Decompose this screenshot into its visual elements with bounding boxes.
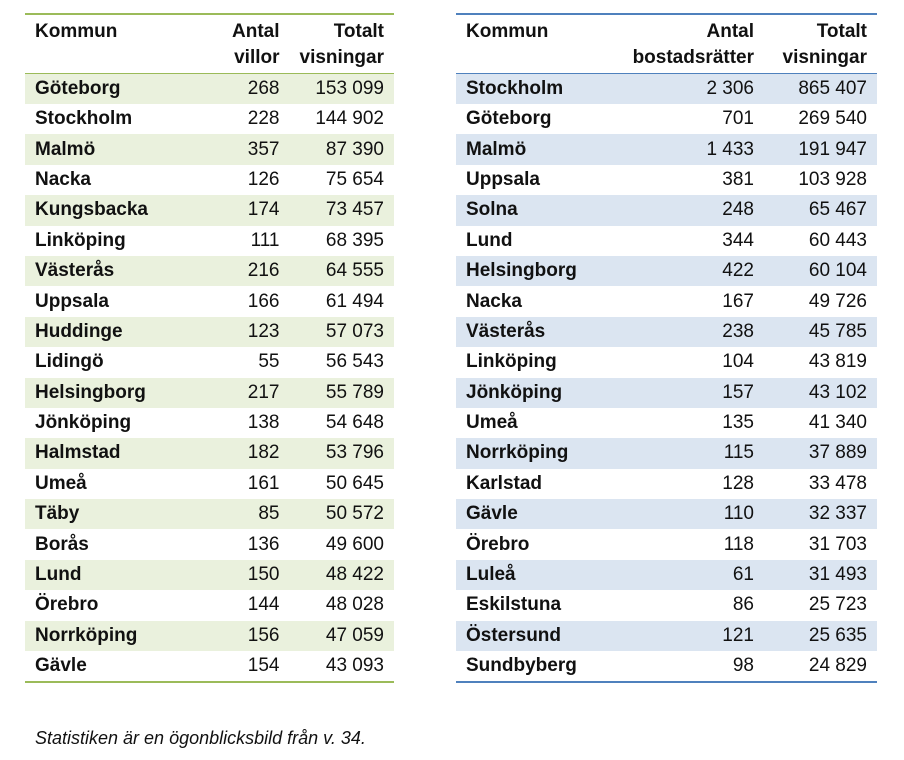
antal-cell: 217 [200, 378, 289, 408]
header-antal-bostadsratter [616, 14, 764, 74]
antal-cell: 123 [200, 317, 289, 347]
table-row [25, 74, 394, 105]
table-row [25, 469, 394, 499]
antal-cell: 357 [200, 134, 289, 164]
table-row [456, 286, 877, 316]
header-antal-line2: villor [234, 47, 280, 68]
table-row [456, 74, 877, 105]
totalt-cell: 43 102 [764, 378, 877, 408]
header-antal-line2: bostadsrätter [632, 47, 754, 68]
antal-cell: 110 [616, 499, 764, 529]
table-row [456, 621, 877, 651]
totalt-cell: 41 340 [808, 412, 867, 434]
totalt-cell: 32 337 [764, 499, 877, 529]
kommun-cell: Halmstad [25, 438, 200, 468]
table-row [456, 195, 877, 225]
totalt-cell: 31 493 [764, 560, 877, 590]
totalt-cell: 43 819 [808, 351, 867, 373]
kommun-cell: Solna [456, 195, 616, 225]
kommun-cell: Huddinge [25, 317, 200, 347]
kommun-cell: Gävle [456, 499, 616, 529]
antal-cell: 228 [247, 108, 280, 130]
totalt-cell: 45 785 [764, 317, 877, 347]
antal-cell: 150 [200, 560, 289, 590]
table-row [25, 499, 394, 529]
table-row [456, 408, 877, 438]
totalt-cell: 73 457 [290, 195, 395, 225]
kommun-cell: Jönköping [35, 412, 132, 434]
table-row [25, 408, 394, 438]
kommun-cell: Helsingborg [456, 256, 616, 286]
totalt-cell: 60 104 [764, 256, 877, 286]
totalt-cell: 25 723 [808, 594, 867, 616]
antal-cell: 128 [722, 472, 754, 494]
table-row [456, 347, 877, 377]
table-row [25, 256, 394, 286]
kommun-cell: Malmö [25, 134, 200, 164]
totalt-cell: 31 703 [808, 533, 867, 555]
antal-cell: 121 [616, 621, 764, 651]
table-row [456, 256, 877, 286]
kommun-cell: Västerås [25, 256, 200, 286]
antal-cell: 154 [247, 655, 280, 677]
kommun-cell: Lund [466, 229, 513, 251]
antal-cell: 381 [722, 168, 754, 190]
totalt-cell: 48 422 [290, 560, 395, 590]
table-row [25, 529, 394, 559]
villor-header-row [25, 14, 394, 74]
kommun-cell: Täby [25, 499, 200, 529]
antal-cell: 248 [616, 195, 764, 225]
header-antal-villor [200, 14, 289, 74]
antal-cell: 104 [722, 351, 754, 373]
totalt-cell: 75 654 [325, 168, 384, 190]
villor-table [25, 13, 394, 683]
antal-cell: 156 [200, 621, 289, 651]
bostadsratter-header-row [456, 14, 877, 74]
table-row [25, 438, 394, 468]
bostadsratter-table-body [456, 74, 877, 683]
table-row [456, 226, 877, 256]
kommun-cell: Linköping [35, 229, 126, 251]
kommun-cell: Umeå [35, 472, 87, 494]
totalt-cell: 47 059 [290, 621, 395, 651]
kommun-cell: Malmö [456, 134, 616, 164]
kommun-cell: Nacka [35, 168, 91, 190]
bostadsratter-table [456, 13, 877, 683]
kommun-cell: Göteborg [25, 74, 200, 105]
table-row [25, 165, 394, 195]
antal-cell: 55 [258, 351, 280, 373]
antal-cell: 157 [616, 378, 764, 408]
kommun-cell: Uppsala [466, 168, 540, 190]
kommun-cell: Uppsala [35, 290, 109, 312]
table-row [456, 378, 877, 408]
kommun-cell: Helsingborg [25, 378, 200, 408]
header-totalt-line2: visningar [299, 47, 384, 68]
totalt-cell: 56 543 [325, 351, 384, 373]
antal-cell: 115 [616, 438, 764, 468]
kommun-cell: Linköping [466, 351, 557, 373]
antal-cell: 98 [732, 655, 754, 677]
villor-table-body [25, 74, 394, 683]
kommun-cell: Stockholm [35, 108, 133, 130]
antal-cell: 216 [200, 256, 289, 286]
kommun-cell: Norrköping [25, 621, 200, 651]
antal-cell: 2 306 [616, 74, 764, 105]
totalt-cell: 191 947 [764, 134, 877, 164]
totalt-cell: 24 829 [808, 655, 867, 677]
table-row [25, 621, 394, 651]
table-row [456, 165, 877, 195]
table-row [456, 560, 877, 590]
totalt-cell: 61 494 [325, 290, 384, 312]
table-row [25, 378, 394, 408]
antal-cell: 136 [247, 533, 280, 555]
antal-cell: 111 [250, 229, 280, 251]
antal-cell: 85 [200, 499, 289, 529]
totalt-cell: 49 726 [808, 290, 867, 312]
totalt-cell: 54 648 [325, 412, 384, 434]
kommun-cell: Lund [25, 560, 200, 590]
totalt-cell: 55 789 [290, 378, 395, 408]
kommun-cell: Kungsbacka [25, 195, 200, 225]
table-row [25, 104, 394, 134]
kommun-cell: Göteborg [466, 108, 552, 130]
table-row [25, 651, 394, 682]
kommun-cell: Karlstad [466, 472, 543, 494]
table-row [456, 134, 877, 164]
kommun-cell: Borås [35, 533, 89, 555]
totalt-cell: 33 478 [808, 472, 867, 494]
kommun-cell: Västerås [456, 317, 616, 347]
header-kommun [25, 14, 200, 74]
antal-cell: 167 [722, 290, 754, 312]
table-row [456, 469, 877, 499]
kommun-cell: Östersund [456, 621, 616, 651]
table-row [456, 529, 877, 559]
table-row [25, 134, 394, 164]
table-row [456, 438, 877, 468]
antal-cell: 422 [616, 256, 764, 286]
totalt-cell: 48 028 [325, 594, 384, 616]
table-row [25, 226, 394, 256]
totalt-cell: 50 645 [325, 472, 384, 494]
table-row [456, 317, 877, 347]
antal-cell: 174 [200, 195, 289, 225]
totalt-cell: 43 093 [325, 655, 384, 677]
antal-cell: 86 [732, 594, 754, 616]
kommun-cell: Norrköping [456, 438, 616, 468]
antal-cell: 138 [247, 412, 280, 434]
antal-cell: 182 [200, 438, 289, 468]
header-totalt-line1: Totalt [816, 21, 867, 42]
footnote: Statistiken är en ögonblicksbild från v. 34. [35, 728, 366, 748]
table-row [456, 104, 877, 134]
totalt-cell: 865 407 [764, 74, 877, 105]
header-antal-line1: Antal [232, 21, 280, 42]
kommun-cell: Lidingö [35, 351, 104, 373]
table-row [456, 499, 877, 529]
totalt-cell: 144 902 [315, 108, 384, 130]
antal-cell: 701 [722, 108, 754, 130]
totalt-cell: 87 390 [290, 134, 395, 164]
table-row [25, 195, 394, 225]
header-antal-line1: Antal [706, 21, 754, 42]
totalt-cell: 65 467 [764, 195, 877, 225]
kommun-cell: Örebro [466, 533, 530, 555]
header-totalt-line2: visningar [782, 47, 867, 68]
table-row [25, 560, 394, 590]
totalt-cell: 64 555 [290, 256, 395, 286]
header-totalt-line1: Totalt [333, 21, 384, 42]
header-totalt-visningar [290, 14, 395, 74]
header-totalt-visningar [764, 14, 877, 74]
antal-cell: 1 433 [616, 134, 764, 164]
kommun-cell: Nacka [466, 290, 522, 312]
totalt-cell: 60 443 [808, 229, 867, 251]
table-row [25, 347, 394, 377]
totalt-cell: 25 635 [764, 621, 877, 651]
kommun-cell: Stockholm [456, 74, 616, 105]
table-row [25, 590, 394, 620]
kommun-cell: Eskilstuna [466, 594, 562, 616]
antal-cell: 268 [200, 74, 289, 105]
antal-cell: 144 [247, 594, 280, 616]
kommun-cell: Jönköping [456, 378, 616, 408]
antal-cell: 344 [722, 229, 754, 251]
kommun-cell: Umeå [466, 412, 518, 434]
totalt-cell: 103 928 [798, 168, 867, 190]
table-row [25, 286, 394, 316]
totalt-cell: 50 572 [290, 499, 395, 529]
antal-cell: 135 [722, 412, 754, 434]
totalt-cell: 269 540 [798, 108, 867, 130]
antal-cell: 61 [616, 560, 764, 590]
antal-cell: 166 [247, 290, 280, 312]
table-row [25, 317, 394, 347]
kommun-cell: Gävle [35, 655, 87, 677]
totalt-cell: 37 889 [764, 438, 877, 468]
antal-cell: 126 [247, 168, 280, 190]
totalt-cell: 153 099 [290, 74, 395, 105]
antal-cell: 238 [616, 317, 764, 347]
totalt-cell: 49 600 [325, 533, 384, 555]
kommun-cell: Örebro [35, 594, 99, 616]
antal-cell: 161 [247, 472, 280, 494]
totalt-cell: 53 796 [290, 438, 395, 468]
totalt-cell: 57 073 [290, 317, 395, 347]
header-kommun [456, 14, 616, 74]
header-kommun-label: Kommun [35, 21, 118, 42]
kommun-cell: Sundbyberg [466, 655, 577, 677]
kommun-cell: Luleå [456, 560, 616, 590]
header-kommun-label: Kommun [466, 21, 549, 42]
table-row [456, 651, 877, 682]
table-row [456, 590, 877, 620]
antal-cell: 118 [723, 533, 754, 555]
totalt-cell: 68 395 [325, 229, 384, 251]
